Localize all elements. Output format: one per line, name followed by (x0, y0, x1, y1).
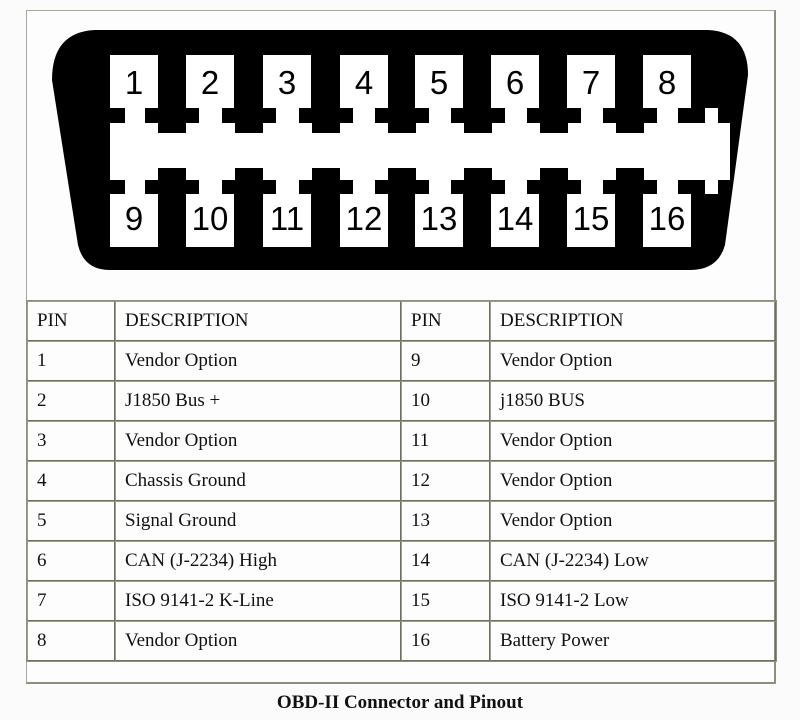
pin-label: 10 (191, 200, 229, 237)
pin-description: Battery Power (490, 621, 776, 661)
pin-label: 3 (277, 64, 297, 101)
pinout-table (26, 300, 777, 662)
pin-number: 7 (27, 581, 115, 621)
table-row (27, 581, 776, 621)
pin-number: 8 (27, 621, 115, 661)
pin-label: 6 (505, 64, 525, 101)
pin-label: 2 (200, 64, 220, 101)
pin-description: Vendor Option (490, 461, 776, 501)
pin-number: 5 (27, 501, 115, 541)
pin-label: 9 (124, 200, 144, 237)
pin-label: 8 (657, 64, 677, 101)
table-row (27, 621, 776, 661)
pin-number: 2 (27, 381, 115, 421)
pin-number: 11 (401, 421, 490, 461)
pin-label: 16 (648, 200, 686, 237)
header-pin: PIN (27, 301, 115, 341)
pin-number: 4 (27, 461, 115, 501)
pin-number: 1 (27, 341, 115, 381)
pin-description: Chassis Ground (115, 461, 401, 501)
pin-number: 16 (401, 621, 490, 661)
pin-label: 1 (124, 64, 144, 101)
pin-description: CAN (J-2234) High (115, 541, 401, 581)
pin-description: Vendor Option (115, 421, 401, 461)
table-row (27, 381, 776, 421)
pin-label: 12 (345, 200, 383, 237)
pin-label: 11 (269, 200, 305, 237)
header-description: DESCRIPTION (115, 301, 401, 341)
pin-description: j1850 BUS (490, 381, 776, 421)
pin-number: 15 (401, 581, 490, 621)
pin-label: 4 (354, 64, 374, 101)
pin-number: 12 (401, 461, 490, 501)
pin-description: Vendor Option (490, 341, 776, 381)
pin-label: 13 (420, 200, 458, 237)
header-pin: PIN (401, 301, 490, 341)
pin-label: 15 (572, 200, 610, 237)
pin-number: 13 (401, 501, 490, 541)
table-row (27, 461, 776, 501)
pin-description: ISO 9141-2 K-Line (115, 581, 401, 621)
pin-label: 7 (581, 64, 601, 101)
figure-caption: OBD-II Connector and Pinout (276, 692, 524, 713)
pin-description: Signal Ground (115, 501, 401, 541)
pin-label: 5 (429, 64, 449, 101)
table-header-row (27, 301, 776, 341)
table-row (27, 501, 776, 541)
pin-label: 14 (496, 200, 534, 237)
header-description: DESCRIPTION (490, 301, 776, 341)
pin-number: 3 (27, 421, 115, 461)
pin-description: ISO 9141-2 Low (490, 581, 776, 621)
pin-description: Vendor Option (115, 621, 401, 661)
pin-description: Vendor Option (490, 421, 776, 461)
pin-description: J1850 Bus + (115, 381, 401, 421)
pin-description: Vendor Option (490, 501, 776, 541)
pin-number: 9 (401, 341, 490, 381)
table-row (27, 341, 776, 381)
table-row (27, 541, 776, 581)
obd2-connector-diagram (0, 0, 800, 290)
pin-description: CAN (J-2234) Low (490, 541, 776, 581)
table-row (27, 421, 776, 461)
pin-number: 14 (401, 541, 490, 581)
pin-number: 10 (401, 381, 490, 421)
pin-description: Vendor Option (115, 341, 401, 381)
pin-number: 6 (27, 541, 115, 581)
